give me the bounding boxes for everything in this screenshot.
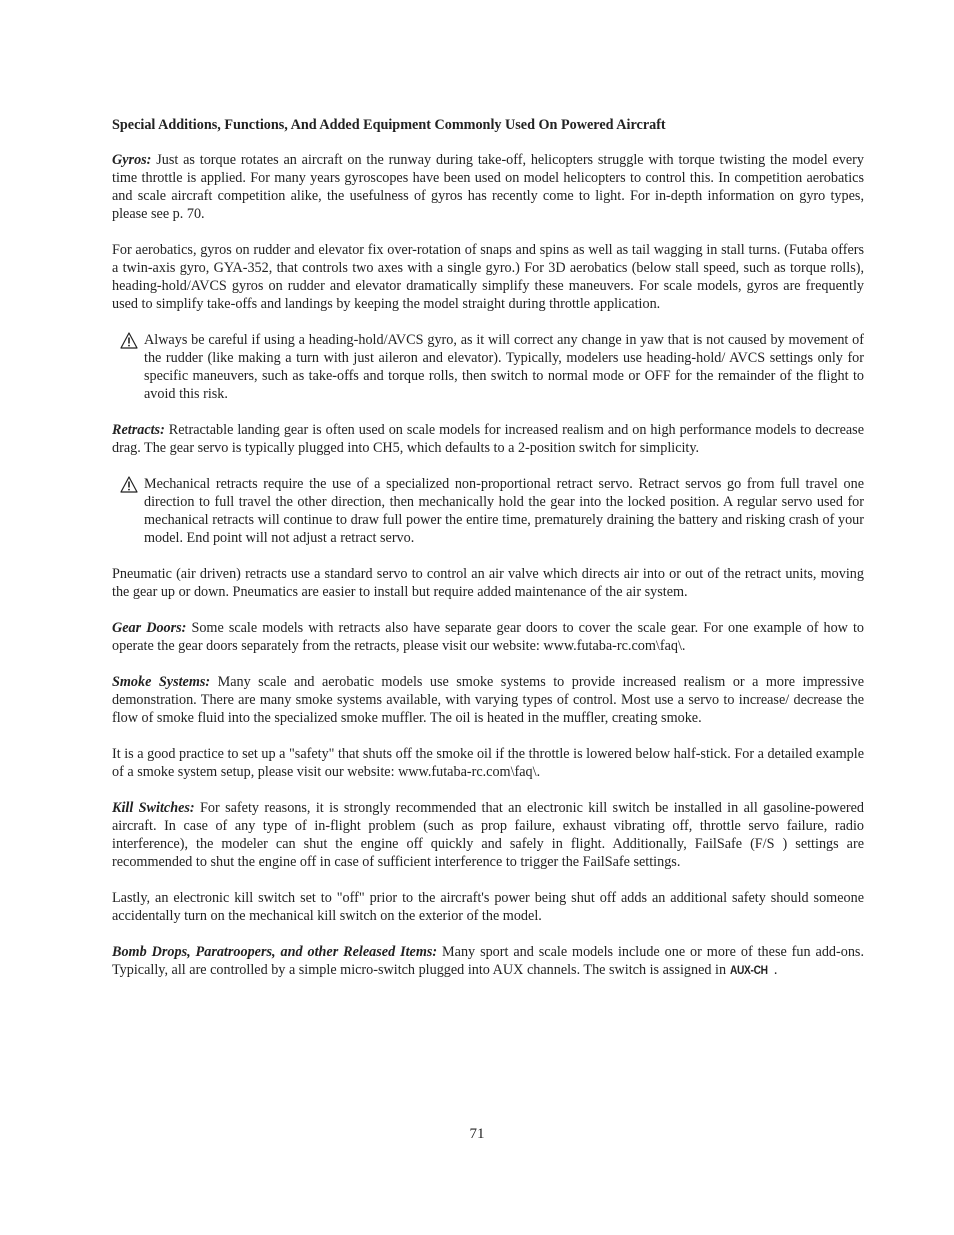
kill-switches-text: For safety reasons, it is strongly recommended that an electronic kill switch be installed in all gasoline-powered aircraft. In case of any type of in-flight problem (such as prop failure, exhaust vibrating off, throttle servo failure, radio interference), the modeler can shut the engine off quickly and safely in flight. Additionally, FailSafe (F/S ) settings are recommended to shut the engine off in case of sufficient interference to trigger the FailSafe settings.: [112, 800, 864, 870]
kill-switches-term: Kill Switches:: [112, 800, 195, 816]
warning-triangle-icon: [112, 475, 144, 547]
bomb-drops-text: Many sport and scale models include one or more of these fun add-ons. Typically, all are controlled by a simple micro-switch plugged into AUX channels. The switch is assigned in: [112, 944, 864, 978]
retracts-term: Retracts:: [112, 422, 165, 438]
pneumatic-paragraph: Pneumatic (air driven) retracts use a standard servo to control an air valve which directs air into or out of the retract units, moving the gear up or down. Pneumatics are easier to install but require added maintenance of the air system.: [112, 566, 864, 600]
smoke-term: Smoke Systems:: [112, 674, 211, 690]
gear-doors-paragraph: [112, 619, 864, 655]
gyros-term: Gyros:: [112, 152, 152, 168]
page-content: [112, 116, 864, 997]
gear-doors-text: Some scale models with retracts also have separate gear doors to cover the scale gear. For one example of how to operate the gear doors separately from the retracts, please visit our website: www.futaba-rc.com\faq\.: [112, 620, 864, 654]
gyros-paragraph: [112, 151, 864, 223]
section-heading: Special Additions, Functions, And Added Equipment Commonly Used On Powered Aircraft: [112, 117, 666, 133]
smoke-text: Many scale and aerobatic models use smoke systems to provide increased realism or a more impressive demonstration. There are many smoke systems available, with varying types of control. Most use a servo to increase/ decrease the flow of smoke fluid into the specialized smoke muffler. The oil is heated in the muffler, creating smoke.: [112, 674, 864, 726]
aux-ch-label: AUX-CH: [729, 963, 768, 977]
aerobatics-paragraph: For aerobatics, gyros on rudder and elevator fix over-rotation of snaps and spins as well as tail wagging in stall turns. (Futaba offers a twin-axis gyro, GYA-352, that controls two axes with a single gyro.) For 3D aerobatics (below stall speed, such as torque rolls), heading-hold/AVCS gyros on rudder and elevator dramatically simplify these maneuvers. For scale models, gyros are frequently used to simplify take-offs and landings by keeping the model straight during throttle application.: [112, 242, 864, 312]
gear-doors-term: Gear Doors:: [112, 620, 187, 636]
retracts-text: Retractable landing gear is often used on scale models for increased realism and on high performance models to decrease drag. The gear servo is typically plugged into CH5, which defaults to a 2-position switch for simplicity.: [112, 422, 864, 456]
bomb-drops-paragraph: [112, 943, 864, 979]
gyros-text: Just as torque rotates an aircraft on the runway during take-off, helicopters struggle with torque twisting the model every time throttle is applied. For many years gyroscopes have been used on model helicopters to control this. In competition aerobatics and scale aircraft competition alike, the usefulness of gyros has recently come to light. For in-depth information on gyro types, please see p. 70.: [112, 152, 864, 222]
gyro-warning-text: Always be careful if using a heading-hold/AVCS gyro, as it will correct any change in yaw that is not caused by movement of the rudder (like making a turn with just aileron and elevator). Typically, modelers use heading-hold/ AVCS settings only for specific maneuvers, such as take-offs and torque rolls, then switch to normal mode or OFF for the remainder of the flight to avoid this risk.: [144, 332, 864, 402]
retracts-paragraph: [112, 421, 864, 457]
bomb-drops-term: Bomb Drops, Paratroopers, and other Released Items:: [112, 944, 438, 960]
gyro-warning: [112, 331, 864, 403]
retracts-warning-text: Mechanical retracts require the use of a specialized non-proportional retract servo. Retract servos go from full travel one direction to full travel the other direction, then mechanically hold the gear into the locked position. A regular servo used for mechanical retracts will continue to draw full power the entire time, prematurely draining the battery and risking crash of your model. End point will not adjust a retract servo.: [144, 476, 864, 546]
bomb-drops-end: .: [773, 962, 778, 978]
smoke-paragraph: [112, 673, 864, 727]
page-number: 71: [469, 1126, 485, 1142]
warning-triangle-icon: [112, 331, 144, 403]
retracts-warning: [112, 475, 864, 547]
kill-switches-paragraph: [112, 799, 864, 871]
safety-paragraph: It is a good practice to set up a "safety" that shuts off the smoke oil if the throttle is lowered below half-stick. For a detailed example of a smoke system setup, please visit our website: www.futaba-rc.com\faq\.: [112, 746, 864, 780]
lastly-paragraph: Lastly, an electronic kill switch set to "off" prior to the aircraft's power being shut off adds an additional safety should someone accidentally turn on the mechanical kill switch on the exterior of the model.: [112, 890, 864, 924]
